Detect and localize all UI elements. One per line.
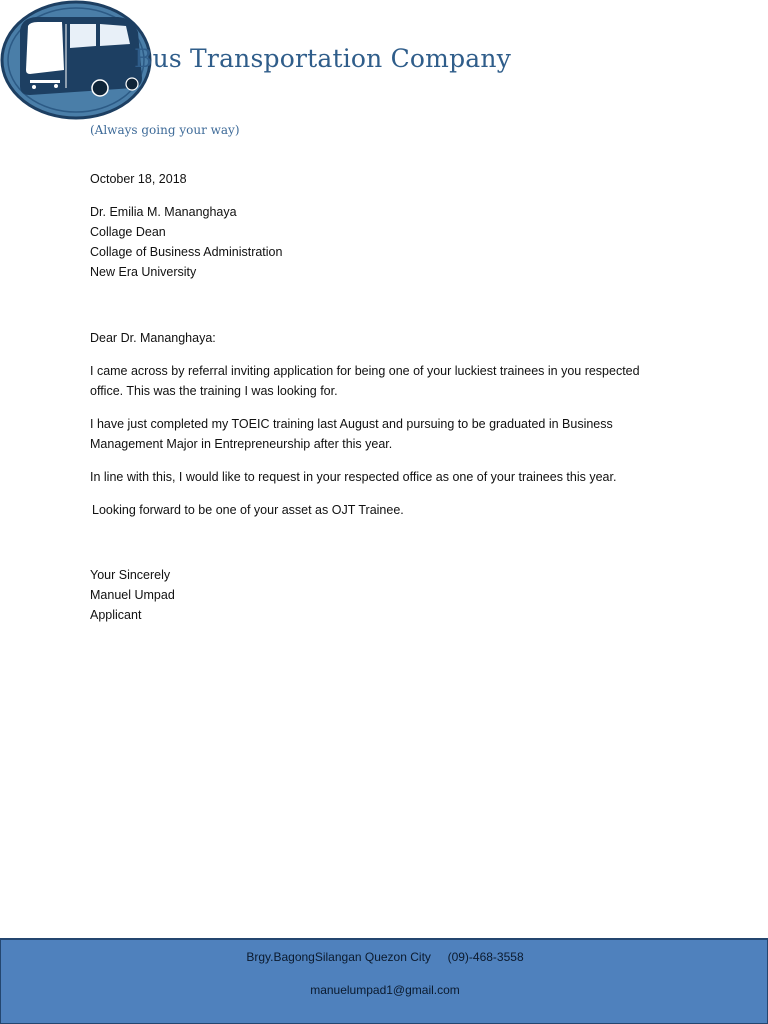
signatory-name: Manuel Umpad [90,588,175,602]
company-name: Bus Transportation Company [134,44,512,73]
addressee-block [90,202,282,282]
paragraph-1 [90,361,640,401]
paragraph-line: Looking forward to be one of your asset as OJT Trainee. [92,503,404,517]
closing-phrase: Your Sincerely [90,568,171,582]
addressee-title: Collage Dean [90,225,166,239]
addressee-institution: New Era University [90,265,197,279]
paragraph-line: I came across by referral inviting application for being one of your luckiest trainees in you respected [90,364,640,378]
company-tagline: (Always going your way) [90,123,240,137]
closing-block [90,565,175,625]
paragraph-line: In line with this, I would like to request in your respected office as one of your trainees this year. [90,470,617,484]
paragraph-2 [90,414,613,454]
footer-contact-line [1,950,768,964]
footer-phone: (09)-468-3558 [447,950,524,964]
bus-logo-icon [0,0,152,122]
paragraph-line: Management Major in Entrepreneurship after this year. [90,437,393,451]
paragraph-line: office. This was the training I was looking for. [90,384,338,398]
paragraph-3 [90,467,616,487]
addressee-department: Collage of Business Administration [90,245,283,259]
footer-bar [0,938,768,1024]
paragraph-line: I have just completed my TOEIC training last August and pursuing to be graduated in Business [90,417,613,431]
salutation: Dear Dr. Mananghaya: [90,331,216,345]
paragraph-4 [92,500,404,520]
footer-email: manuelumpad1@gmail.com [310,983,460,997]
footer-address: Brgy.BagongSilangan Quezon City [246,950,431,964]
letter-date: October 18, 2018 [90,172,187,186]
signatory-role: Applicant [90,608,142,622]
addressee-name: Dr. Emilia M. Mananghaya [90,205,237,219]
